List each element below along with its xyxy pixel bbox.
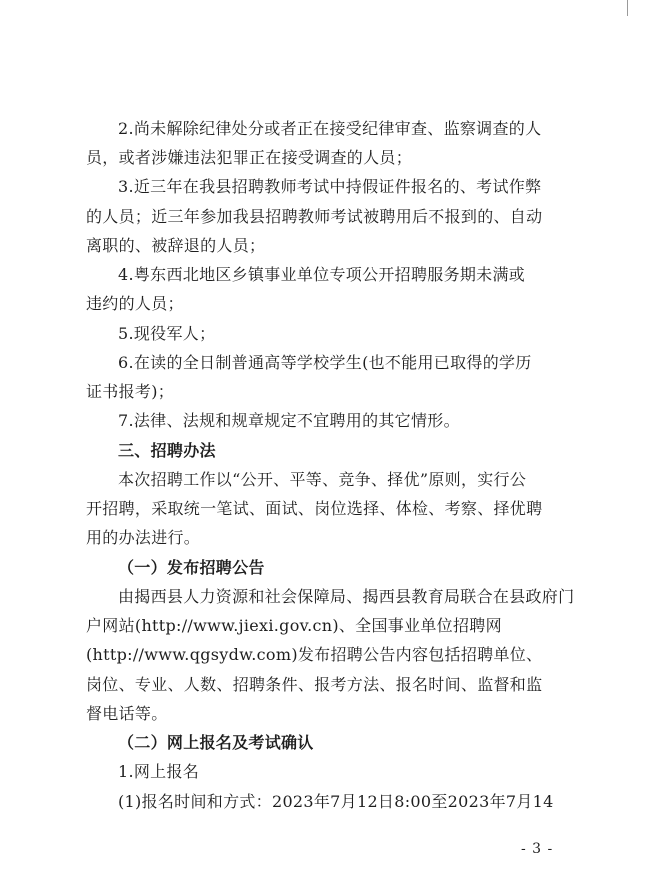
text-line: 3.近三年在我县招聘教师考试中持假证件报名的、考试作弊 [118, 177, 542, 196]
text-line: 4.粤东西北地区乡镇事业单位专项公开招聘服务期未满或 [118, 265, 526, 284]
section-heading: 三、招聘办法 [118, 441, 216, 460]
text-line: 本次招聘工作以“公开、平等、竞争、择优”原则，实行公 [118, 470, 527, 489]
text-line: 7.法律、法规和规章规定不宜聘用的其它情形。 [118, 411, 460, 430]
page-number: - 3 - [521, 841, 554, 857]
text-line: (http://www.qgsydw.com)发布招聘公告内容包括招聘单位、 [86, 645, 543, 664]
text-line: 2.尚未解除纪律处分或者正在接受纪律审查、监察调查的人 [118, 119, 542, 138]
text-line: 6.在读的全日制普通高等学校学生(也不能用已取得的学历 [118, 353, 532, 372]
text-line: (1)报名时间和方式：2023年7月12日8:00至2023年7月14 [118, 792, 554, 811]
text-line: 岗位、专业、人数、招聘条件、报考方法、报名时间、监督和监 [86, 675, 543, 694]
text-line: 督电话等。 [86, 704, 168, 723]
subsection-heading: （一）发布招聘公告 [118, 558, 265, 577]
text-line: 由揭西县人力资源和社会保障局、揭西县教育局联合在县政府门 [118, 587, 575, 606]
subsection-heading: （二）网上报名及考试确认 [118, 733, 314, 752]
text-line: 证书报考)； [86, 382, 175, 401]
text-line: 违约的人员； [86, 294, 184, 313]
text-line: 1.网上报名 [118, 762, 200, 781]
text-line: 离职的、被辞退的人员； [86, 236, 266, 255]
text-line: 开招聘，采取统一笔试、面试、岗位选择、体检、考察、择优聘 [86, 499, 543, 518]
corner-mark [627, 0, 628, 16]
text-line: 员，或者涉嫌违法犯罪正在接受调查的人员； [86, 148, 413, 167]
text-line: 用的办法进行。 [86, 528, 201, 547]
text-line: 5.现役军人； [118, 324, 216, 343]
text-line: 的人员；近三年参加我县招聘教师考试被聘用后不报到的、自动 [86, 207, 543, 226]
text-line: 户网站(http://www.jiexi.gov.cn)、全国事业单位招聘网 [86, 616, 502, 635]
